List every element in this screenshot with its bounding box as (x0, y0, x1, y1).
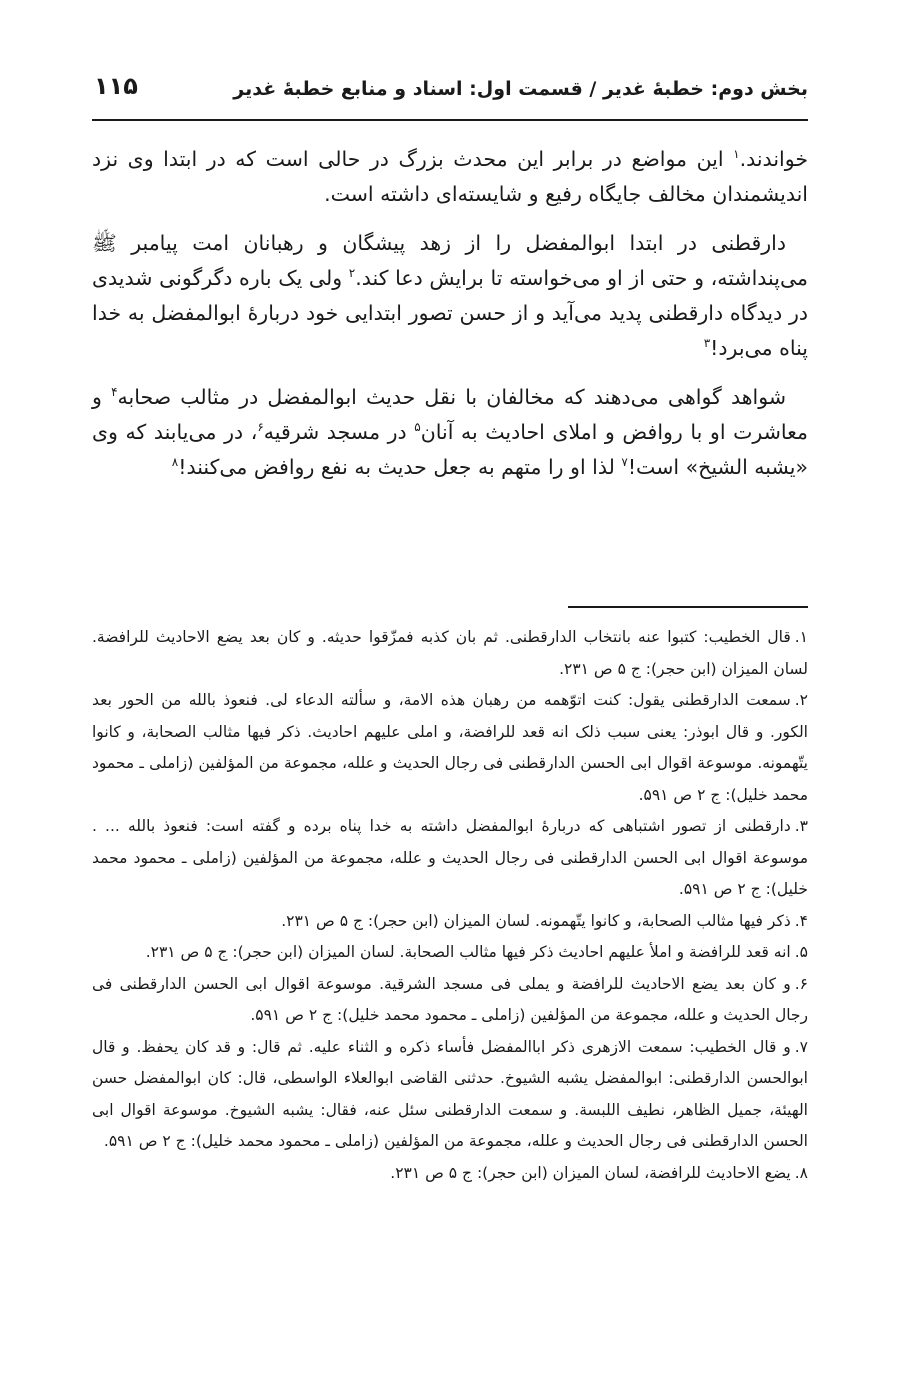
footnote-text: و قال الخطیب: سمعت الازهری ذکر اباالمفضل فأساء ذکره و الثناء علیه. ثم قال: و قد کان یحفظ. و قال ابوالحسن الدارقطنی: ابوالمفضل یشبه الشیوخ. حدثنی القاضی ابوالعلاء الواسطی، قال: کان ابوالمفضل حسن الهیئة، جمیل الظاهر، نطیف اللبسة. و سمعت الدارقطنی سئل عنه، فقال: یشبه الشیوخ. موسوعة اقوال ابی الحسن الدارقطنی فی رجال الحدیث و علله، مجموعة من المؤلفین (زاملی ـ محمود محمد خلیل): ج ۲ ص ۵۹۱. (92, 1037, 808, 1150)
footnote-marker[interactable]: ۵ (414, 420, 421, 435)
body-text (92, 142, 808, 499)
running-title: بخش دوم: خطبهٔ غدیر / قسمت اول: اسناد و منابع خطبهٔ غدیر (233, 78, 808, 100)
footnote (92, 622, 808, 685)
footnote-marker[interactable]: ۷ (621, 455, 628, 470)
footnote-text: سمعت الدارقطنی یقول: کنت اتوّهمه من رهبان هذه الامة، و سألته الدعاء لی. فنعوذ بالله من الحور بعد الکور. و قال ابوذر: یعنی سبب ذلک انه قعد للرافضة، و املی علیهم احادیث. ذکر فیها مثالب الصحابة، و کانوا یتّهمونه. موسوعة اقوال ابی الحسن الدارقطنی فی رجال الحدیث و علله، مجموعة من المؤلفین (زاملی ـ محمود محمد خلیل): ج ۲ ص ۵۹۱. (92, 691, 808, 804)
footnote-number: ۶. (794, 974, 808, 993)
footnote-number: ۵. (794, 943, 808, 961)
footnote (92, 906, 808, 938)
footnote (92, 685, 808, 811)
text-run: دارقطنی در ابتدا ابوالمفضل را از زهد پیشگان و رهبانان امت پیامبر ﷺ می‌پنداشته، و حتی از او می‌خواسته تا برایش دعا کند. (92, 231, 809, 290)
text-run: شواهد گواهی می‌دهند که مخالفان با نقل حدیث ابوالمفضل در مثالب صحابه (117, 385, 786, 409)
footnote-text: دارقطنی از تصور اشتباهی که دربارهٔ ابوالمفضل داشته به خدا پناه برده و گفته است: فنعوذ بالله ... . موسوعة اقوال ابی الحسن الدارقطنی فی رجال الحدیث و علله، مجموعة من المؤلفین (زاملی ـ محمود محمد خلیل): ج ۲ ص ۵۹۱. (92, 817, 808, 898)
footnote-text: قال الخطیب: کتبوا عنه بانتخاب الدارقطنی. ثم بان کذبه فمزّقوا حدیثه. و کان بعد یضع الاحادیث للرافضة. لسان المیزان (ابن حجر): ج ۵ ص ۲۳۱. (92, 628, 808, 678)
footnote-text: یضع الاحادیث للرافضة، لسان المیزان (ابن حجر): ج ۵ ص ۲۳۱. (390, 1163, 791, 1182)
footnote-marker[interactable]: ۳ (703, 336, 711, 351)
paragraph (92, 142, 808, 212)
page-header (92, 72, 808, 112)
footnote-marker[interactable]: ۴ (111, 385, 118, 400)
page-number: ۱۱۵ (94, 72, 138, 100)
text-run: ولی یک باره دگرگونی شدیدی در دیدگاه دارقطنی پدید می‌آید و از حسن تصور ابتدایی خود دربارهٔ ابوالمفضل به خدا پناه می‌برد! (92, 266, 808, 360)
footnote-marker[interactable]: ۶ (257, 420, 264, 435)
footnotes (92, 622, 808, 1189)
paragraph (92, 226, 808, 366)
footnote-number: ۸. (794, 1163, 808, 1182)
footnote-number: ۱. (794, 628, 808, 646)
footnote-text: ذکر فیها مثالب الصحابة، و کانوا یتّهمونه. لسان المیزان (ابن حجر): ج ۵ ص ۲۳۱. (281, 911, 791, 930)
text-run: و معاشرت او با روافض و املای احادیث به آنان (92, 385, 808, 444)
footnote (92, 1158, 808, 1190)
book-page (92, 0, 808, 1390)
footnote (92, 937, 808, 969)
footnote-text: و کان بعد یضع الاحادیث للرافضة و یملی فی مسجد الشرقیة. موسوعة اقوال ابی الحسن الدارقطنی فی رجال الحدیث و علله، مجموعة من المؤلفین (زاملی ـ محمود محمد خلیل): ج ۲ ص ۵۹۱. (92, 974, 808, 1024)
text-run: در مسجد شرقیه (263, 420, 415, 444)
footnote-number: ۷. (794, 1037, 808, 1056)
footnote-marker[interactable]: ۲ (348, 266, 356, 281)
footnote-separator (568, 606, 808, 608)
footnote-text: انه قعد للرافضة و املأ علیهم احادیث ذکر فیها مثالب الصحابة. لسان المیزان (ابن حجر): ج ۵ ص ۲۳۱. (145, 943, 791, 961)
footnote-number: ۳. (794, 817, 808, 835)
footnote (92, 969, 808, 1032)
text-run: ، در می‌یابند که وی «یشبه الشیخ» است! (92, 420, 808, 479)
footnote (92, 811, 808, 906)
text-run: خواندند. (739, 147, 808, 171)
header-rule (92, 119, 808, 121)
footnote-marker[interactable]: ۱ (733, 147, 740, 162)
footnote-marker[interactable]: ۸ (171, 455, 179, 470)
footnote (92, 1032, 808, 1158)
paragraph (92, 380, 808, 485)
footnote-number: ۴. (794, 911, 808, 930)
text-run: این مواضع در برابر این محدث بزرگ در حالی است که در ابتدا وی نزد اندیشمندان مخالف جایگاه رفیع و شایسته‌ای داشته است. (92, 147, 808, 206)
text-run: لذا او را متهم به جعل حدیث به نفع روافض می‌کنند! (178, 455, 622, 479)
footnote-number: ۲. (794, 691, 808, 709)
